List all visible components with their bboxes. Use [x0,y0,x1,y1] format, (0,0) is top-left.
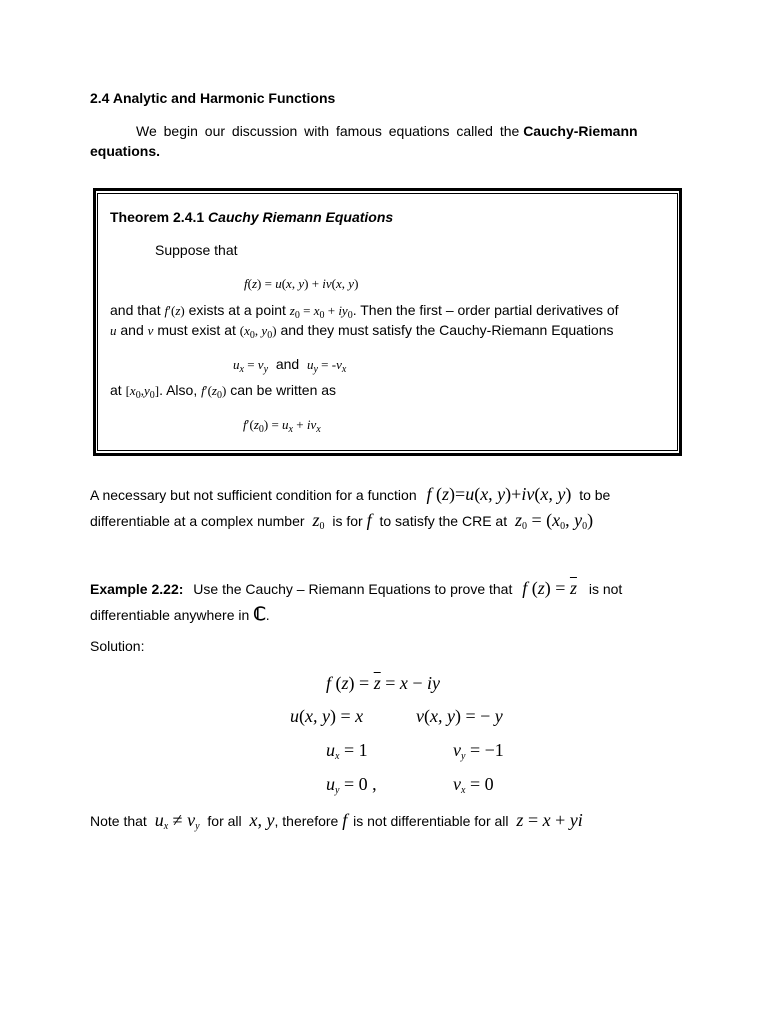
solution-eq-1: f $(z) = \overline{z} = x$ − iy [326,673,441,693]
paragraph-line-2: differentiable at a complex number $z_0$ is for f to satisfy the CRE at $z_0 = (x_0$, $y_0$) [90,510,594,532]
theorem-title: Cauchy Riemann Equations [208,209,394,225]
paragraph-text-a: A necessary but not sufficient condition for a function [90,487,417,503]
theorem-text-partial: . Then the first – order partial derivatives of [352,302,619,318]
section-heading: 2.4 Analytic and Harmonic Functions [90,90,336,106]
solution-eq-u: u(x, y) = x [290,706,364,726]
note-text-c: , therefore [274,813,339,829]
intro-text: We begin our discussion with famous equations called the [136,123,520,139]
theorem-eq-and: and [275,356,300,372]
intro-line-2: equations. [90,143,161,159]
theorem-eq-f: f(z) = u(x, y) + iv(x, y) [244,276,359,291]
note-text-d: is not differentiable for all [353,813,509,829]
solution-eq-uy: $u_y = 0$ , [326,774,377,796]
theorem-text-and-that: and that [110,302,161,318]
theorem-header [110,209,393,225]
theorem-text-exists: exists at a point [188,302,286,318]
paragraph-text-d: is for [332,513,363,529]
theorem-label: Theorem 2.4.1 [110,209,205,225]
note-text-b: for all [207,813,242,829]
solution-eq-ux: $u_x = 1$ [326,740,368,762]
example-line2-text: differentiable anywhere in [90,607,250,623]
intro-bold-term: Cauchy-Riemann [523,123,638,139]
paragraph-text-b: to be [579,487,611,503]
note-text-a: Note that [90,813,147,829]
theorem-suppose: Suppose that [155,242,238,258]
example-label: Example 2.22: [90,581,184,597]
theorem-text-written: can be written as [230,382,337,398]
theorem-cr-equations: $u_x = v_y$ and $u_y = -v_x$ [233,356,347,375]
intro-line-1 [136,123,638,139]
example-line-2: differentiable anywhere in ℂ. [90,604,270,624]
paragraph-line-1: A necessary but not sufficient condition for a function f (z)=u(x, y)+iv(x, y) to be [90,484,611,504]
theorem-eq-derivative: $f'(z_0) = u_x + iv_x$ [243,417,321,435]
note-line: Note that $u_x \ne v_y$ for all x, y, therefore f is not differentiable for all z = x + yi [90,810,583,832]
paragraph-text-c: differentiable at a complex number [90,513,305,529]
example-text: Use the Cauchy – Riemann Equations to prove that [193,581,513,597]
example-tail: is not [588,581,623,597]
theorem-line-4: u and v must exist at ($x_0$, $y_0$) and they must satisfy the Cauchy-Riemann Equations [110,322,614,341]
theorem-text-must: must exist at [157,322,236,338]
paragraph-text-e: to satisfy the CRE at [379,513,508,529]
example-line-1: Example 2.22: Use the Cauchy – Riemann Equations to prove that f $(z) = \overline{z}$ is not [90,578,623,598]
solution-eq-vy: $v_y = -1$ [453,740,504,762]
example-line2-end: . [265,607,270,623]
theorem-text-satisfy: and they must satisfy the Cauchy-Riemann Equations [280,322,614,338]
theorem-line-6: at $[x_0,y_0]$. Also, $f'(z_0)$ can be written as [110,382,337,401]
theorem-text-at: at [110,382,122,398]
theorem-line-3: and that f′(z) exists at a point $z_0 = x_0 + iy_0$. Then the first – order partial derivatives of [110,302,619,321]
solution-label: Solution: [90,638,145,654]
solution-eq-vx: $v_x = 0$ [453,774,494,796]
theorem-text-and: and [120,322,144,338]
solution-eq-v: v(x, y) = − y [416,706,503,726]
theorem-text-also: . Also, [159,382,198,398]
